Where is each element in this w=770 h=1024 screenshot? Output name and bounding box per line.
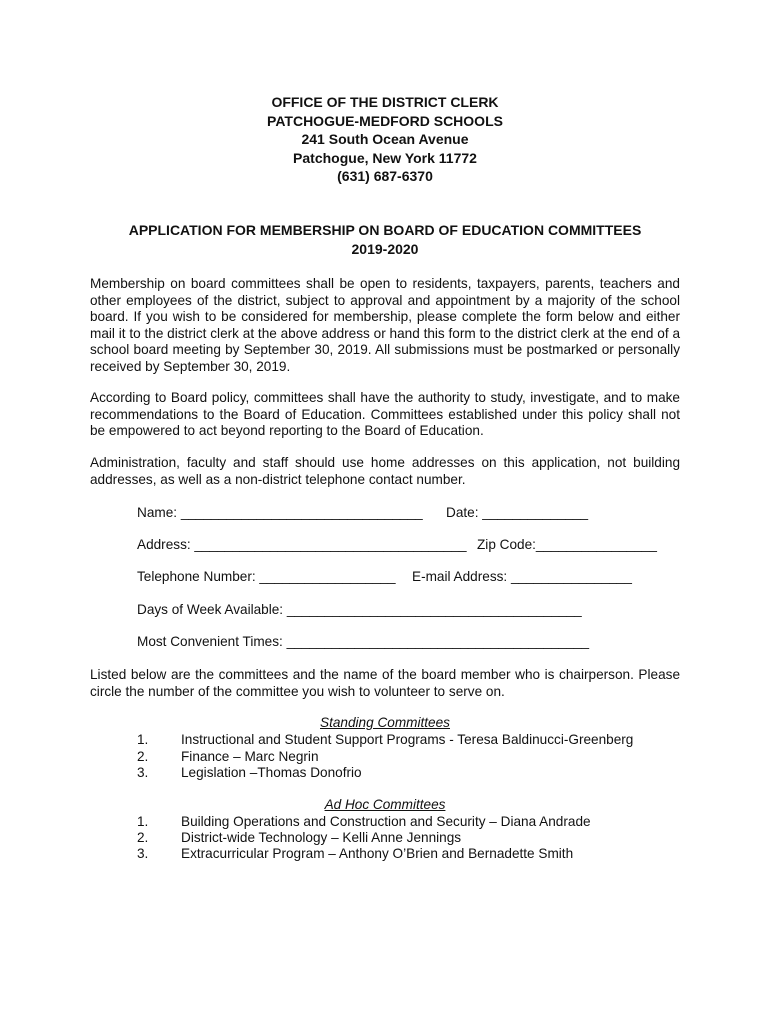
office-header	[0, 93, 770, 186]
standing-item: Legislation –Thomas Donofrio	[181, 765, 362, 780]
application-title	[0, 221, 770, 258]
adhoc-item-number: 1.	[137, 814, 149, 829]
header-district: PATCHOGUE-MEDFORD SCHOOLS	[267, 112, 503, 129]
adhoc-item-number: 3.	[137, 846, 149, 861]
committees-intro-paragraph: Listed below are the committees and the name of the board member who is chairperson. Please circle the number of the committee you wish to volunteer to serve on.	[90, 667, 680, 699]
email-field[interactable]: E-mail Address: ________________	[412, 569, 632, 584]
standing-item-number: 2.	[137, 749, 149, 764]
adhoc-committees-heading: Ad Hoc Committees	[324, 797, 446, 812]
standing-item: Finance – Marc Negrin	[181, 749, 319, 764]
intro-paragraph: Membership on board committees shall be open to residents, taxpayers, parents, teachers and other employees of the district, subject to approval and appointment by a majority of the school board. If you wish to be considered for membership, please complete the form below and either mail it to the district clerk at the above address or hand this form to the district clerk at the end of a school board meeting by September 30, 2019. All submissions must be postmarked or personally received by September 30, 2019.	[90, 276, 680, 374]
title-year: 2019-2020	[351, 240, 419, 257]
adhoc-item: Building Operations and Construction and Security – Diana Andrade	[181, 814, 591, 829]
standing-committees-heading: Standing Committees	[320, 715, 450, 730]
date-field[interactable]: Date: ______________	[446, 505, 589, 520]
standing-item-number: 3.	[137, 765, 149, 780]
adhoc-item: Extracurricular Program – Anthony O’Brien and Bernadette Smith	[181, 846, 574, 861]
adhoc-item: District-wide Technology – Kelli Anne Jennings	[181, 830, 462, 845]
header-street: 241 South Ocean Avenue	[301, 131, 469, 147]
days-available-field[interactable]: Days of Week Available: _______________________________________	[137, 602, 582, 617]
telephone-field[interactable]: Telephone Number: __________________	[137, 569, 396, 584]
header-office: OFFICE OF THE DISTRICT CLERK	[271, 94, 499, 110]
standing-item: Instructional and Student Support Programs - Teresa Baldinucci-Greenberg	[181, 732, 634, 747]
convenient-times-field[interactable]: Most Convenient Times: ________________________________________	[137, 634, 589, 649]
adhoc-item-number: 2.	[137, 830, 149, 845]
name-field[interactable]: Name: ________________________________	[137, 505, 423, 520]
policy-paragraph: According to Board policy, committees shall have the authority to study, investigate, and to make recommendations to the Board of Education. Committees established under this policy shall not be empowered to act beyond reporting to the Board of Education.	[90, 390, 680, 438]
address-field[interactable]: Address: ____________________________________	[137, 537, 467, 552]
title-main: APPLICATION FOR MEMBERSHIP ON BOARD OF EDUCATION COMMITTEES	[128, 222, 642, 238]
standing-item-number: 1.	[137, 732, 149, 747]
address-note-paragraph: Administration, faculty and staff should use home addresses on this application, not building addresses, as well as a non-district telephone contact number.	[90, 455, 680, 487]
header-city: Patchogue, New York 11772	[293, 149, 477, 166]
header-phone: (631) 687-6370	[337, 168, 433, 184]
zip-code-field[interactable]: Zip Code:________________	[477, 537, 657, 552]
